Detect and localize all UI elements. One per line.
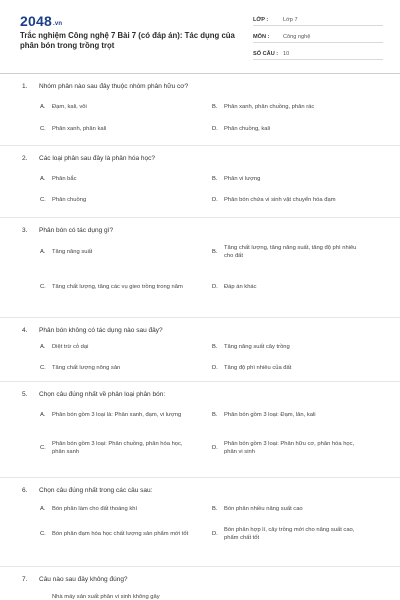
question-stem: Các loại phân sau đây là phân hóa học?	[39, 155, 156, 162]
option-text: Bón phân đạm hóa học chất lượng sản phẩm mới tốt	[52, 530, 189, 537]
option-b[interactable]	[212, 341, 364, 353]
option-a[interactable]	[40, 341, 192, 353]
option-d[interactable]	[212, 525, 364, 543]
meta-label: SỐ CÂU :	[253, 51, 279, 57]
option-text: Tăng độ phì nhiêu của đất	[224, 364, 292, 371]
question-7	[0, 567, 400, 600]
option-text: Bón phân làm cho đất thoáng khí	[52, 505, 138, 512]
question-1	[0, 74, 400, 146]
option-text: Phân xanh, phân kali	[52, 125, 107, 132]
option-b[interactable]	[212, 243, 364, 261]
question-4	[0, 318, 400, 382]
logo-suffix: .vn	[52, 21, 63, 27]
question-number: 4.	[22, 327, 28, 334]
option-text: Tăng năng suất cây trồng	[224, 343, 290, 350]
option-letter: A.	[40, 343, 46, 350]
option-letter: A.	[40, 248, 46, 255]
option-letter: B.	[212, 175, 218, 182]
question-stem: Nhóm phân nào sau đây thuộc nhóm phân hữu cơ?	[39, 83, 189, 90]
option-d[interactable]	[212, 439, 364, 457]
question-text	[22, 227, 113, 235]
meta-class	[253, 12, 383, 26]
meta-value: 10	[283, 51, 290, 57]
question-number: 5.	[22, 391, 28, 398]
page-header	[0, 0, 400, 74]
quiz-meta	[253, 12, 383, 63]
option-a[interactable]	[40, 101, 192, 113]
question-text	[22, 327, 163, 335]
question-text	[22, 83, 188, 91]
question-text	[22, 576, 128, 584]
option-d[interactable]	[212, 278, 364, 296]
option-c[interactable]	[40, 525, 192, 543]
meta-subject	[253, 29, 383, 43]
option-b[interactable]	[212, 173, 364, 185]
option-a[interactable]	[40, 406, 192, 424]
question-stem: Câu nào sau đây không đúng?	[39, 576, 128, 583]
option-text: Diệt trừ cỏ dại	[52, 343, 89, 350]
question-stem: Chọn câu đúng nhất về phân loại phân bón:	[39, 391, 166, 398]
option-text: Phân bón gồm 3 loại: Phân chuồng, phân hóa học, phân xanh	[52, 440, 183, 455]
option-letter: D.	[212, 444, 218, 451]
quiz-title: Trắc nghiệm Công nghệ 7 Bài 7 (có đáp án): Tác dụng của phân bón trong trồng trọt	[20, 31, 235, 50]
option-letter: B.	[212, 248, 218, 255]
option-text: Phân bắc	[52, 175, 77, 182]
question-number: 7.	[22, 576, 28, 583]
option-text: Nhà máy sản xuất phân vi sinh không gây	[52, 593, 160, 600]
option-c[interactable]	[40, 439, 192, 457]
option-d[interactable]	[212, 194, 394, 206]
question-stem: Chọn câu đúng nhất trong các câu sau:	[39, 487, 153, 494]
option-letter: D.	[212, 530, 218, 537]
question-2	[0, 146, 400, 218]
meta-value: Công nghệ	[283, 34, 311, 40]
question-text	[22, 155, 155, 163]
option-letter: B.	[212, 343, 218, 350]
option-letter: C.	[40, 125, 46, 132]
option-c[interactable]	[40, 362, 192, 374]
option-text: Đạm, kali, vôi	[52, 103, 87, 110]
option-text: Phân bón chứa vi sinh vật chuyển hóa đạm	[224, 196, 336, 203]
option-d[interactable]	[212, 123, 364, 135]
option-letter: D.	[212, 283, 218, 290]
option-a[interactable]	[40, 592, 222, 600]
option-c[interactable]	[40, 194, 192, 206]
option-text: Phân bón gồm 3 loại: Phân hữu cơ, phân hóa học, phân vi sinh	[224, 440, 355, 455]
option-letter: A.	[40, 103, 46, 110]
option-letter: C.	[40, 444, 46, 451]
question-3	[0, 218, 400, 318]
question-text	[22, 487, 152, 495]
question-number: 6.	[22, 487, 28, 494]
option-letter: B.	[212, 411, 218, 418]
option-letter: B.	[212, 505, 218, 512]
option-letter: B.	[212, 103, 218, 110]
question-stem: Phân bón không có tác dụng nào sau đây?	[39, 327, 163, 334]
option-d[interactable]	[212, 362, 364, 374]
option-b[interactable]	[212, 101, 364, 113]
option-text: Bón phân nhiều năng suất cao	[224, 505, 303, 512]
option-text: Phân bón gồm 3 loại là: Phân xanh, đạm, vi lượng	[52, 411, 182, 418]
option-letter: D.	[212, 125, 218, 132]
option-a[interactable]	[40, 503, 192, 515]
option-text: Phân xanh, phân chuồng, phân rác	[224, 103, 315, 110]
option-text: Phân chuồng	[52, 196, 87, 203]
option-text: Bón phân hợp lí, cây trồng mới cho năng suất cao, phẩm chất tốt	[224, 526, 355, 541]
option-c[interactable]	[40, 123, 192, 135]
option-text: Tăng năng suất	[52, 248, 93, 255]
option-letter: A.	[40, 411, 46, 418]
meta-label: MÔN :	[253, 34, 270, 40]
option-letter: C.	[40, 530, 46, 537]
option-letter: A.	[40, 175, 46, 182]
option-text: Tăng chất lượng nông sản	[52, 364, 121, 371]
question-text	[22, 391, 165, 399]
question-6	[0, 478, 400, 567]
option-letter: C.	[40, 283, 46, 290]
option-c[interactable]	[40, 278, 192, 296]
option-text: Đáp án khác	[224, 283, 257, 290]
option-letter: D.	[212, 364, 218, 371]
option-a[interactable]	[40, 243, 192, 261]
option-b[interactable]	[212, 503, 364, 515]
question-5	[0, 382, 400, 478]
question-number: 3.	[22, 227, 28, 234]
option-a[interactable]	[40, 173, 192, 185]
question-number: 2.	[22, 155, 28, 162]
option-text: Phân vi lượng	[224, 175, 261, 182]
meta-count	[253, 46, 383, 60]
option-text: Tăng chất lượng, tăng các vụ gieo trồng trong năm	[52, 283, 183, 290]
option-letter: A.	[40, 505, 46, 512]
logo-text: 2048	[20, 13, 52, 29]
meta-value: Lớp 7	[283, 17, 298, 23]
option-letter: C.	[40, 196, 46, 203]
option-b[interactable]	[212, 406, 364, 424]
site-logo[interactable]	[20, 13, 62, 29]
question-number: 1.	[22, 83, 28, 90]
meta-label: LỚP :	[253, 17, 269, 23]
option-letter: C.	[40, 364, 46, 371]
option-text: Phân chuồng, kali	[224, 125, 271, 132]
question-stem: Phân bón có tác dụng gì?	[39, 227, 114, 234]
question-list	[0, 74, 400, 600]
option-text: Phân bón gồm 3 loại: Đạm, lân, kali	[224, 411, 316, 418]
option-letter: D.	[212, 196, 218, 203]
option-text: Tăng chất lượng, tăng năng suất, tăng độ phì nhiêu cho đất	[224, 244, 357, 259]
